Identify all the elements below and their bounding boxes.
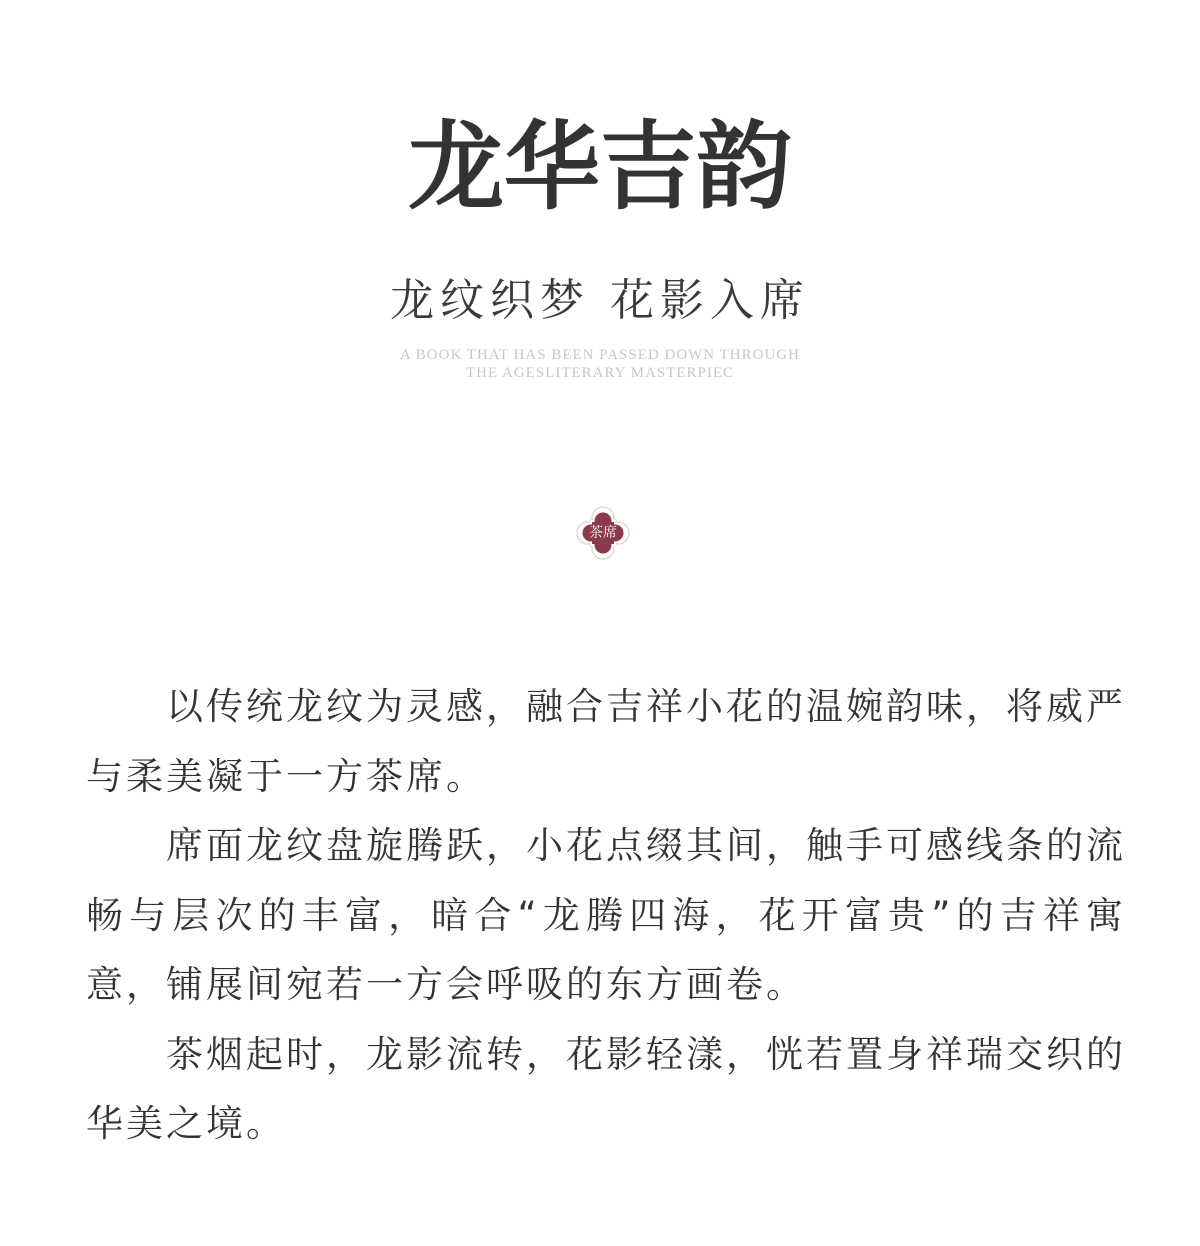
english-tagline-line-1: A BOOK THAT HAS BEEN PASSED DOWN THROUGH [400, 347, 800, 363]
paragraph-3: 茶烟起时，龙影流转，花影轻漾，恍若置身祥瑞交织的华美之境。 [86, 1032, 1126, 1145]
page-title: 龙华吉韵 [408, 110, 792, 223]
english-tagline [0, 346, 1200, 382]
tea-mat-badge [574, 504, 632, 562]
paragraph-1: 以传统龙纹为灵感，融合吉祥小花的温婉韵味，将威严与柔美凝于一方茶席。 [86, 685, 1126, 798]
page-subtitle: 龙纹织梦 花影入席 [390, 275, 810, 326]
badge-label: 茶席 [589, 525, 617, 541]
description-body [86, 672, 1126, 1159]
english-tagline-line-2: THE AGESLITERARY MASTERPIEC [465, 365, 735, 381]
paragraph-2: 席面龙纹盘旋腾跃，小花点缀其间，触手可感线条的流畅与层次的丰富，暗合“龙腾四海，花开富贵”的吉祥寓意，铺展间宛若一方会呼吸的东方画卷。 [86, 824, 1126, 1006]
